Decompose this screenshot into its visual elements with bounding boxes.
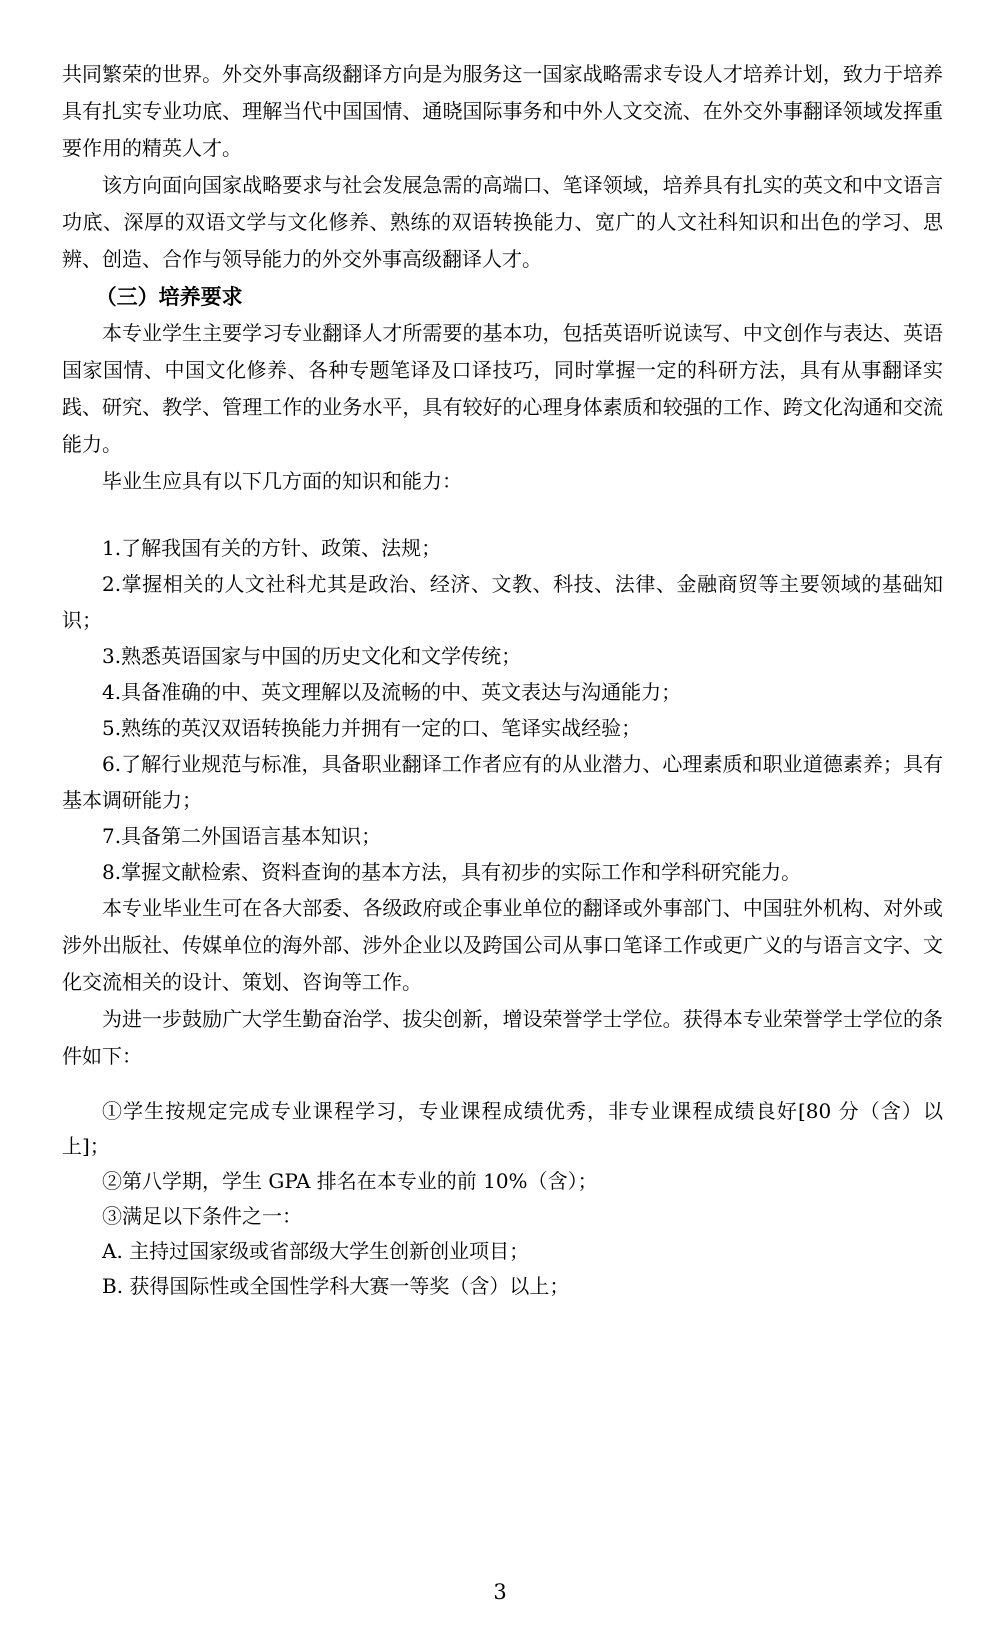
paragraph-employment: 本专业毕业生可在各大部委、各级政府或企事业单位的翻译或外事部门、中国驻外机构、对外或涉外出版社、传媒单位的海外部、涉外企业以及跨国公司从事口笔译工作或更广义的与语言文字、文化交流相关的设计、策划、咨询等工作。 [62, 896, 943, 994]
ability-item-6: 6.了解行业规范与标准，具备职业翻译工作者应有的从业潜力、心理素质和职业道德素养；具有基本调研能力； [62, 752, 943, 812]
ability-item-2: 2.掌握相关的人文社科尤其是政治、经济、文教、科技、法律、金融商贸等主要领域的基础知识； [62, 572, 943, 632]
honors-condition-3a: A. 主持过国家级或省部级大学生创新创业项目； [102, 1239, 530, 1263]
paragraph-students-learning: 本专业学生主要学习专业翻译人才所需要的基本功，包括英语听说读写、中文创作与表达、英语国家国情、中国文化修养、各种专题笔译及口译技巧，同时掌握一定的科研方法，具有从事翻译实践、研究、教学、管理工作的业务水平，具有较好的心理身体素质和较强的工作、跨文化沟通和交流能力。 [62, 321, 943, 456]
page-number: 3 [493, 1580, 507, 1604]
honors-condition-3b: B. 获得国际性或全国性学科大赛一等奖（含）以上； [102, 1274, 570, 1298]
ability-item-7: 7.具备第二外国语言基本知识； [102, 824, 382, 848]
section-heading-training-requirements: （三）培养要求 [95, 284, 243, 309]
ability-list [62, 530, 943, 890]
ability-item-1: 1.了解我国有关的方针、政策、法规； [102, 536, 442, 560]
paragraph-graduates-intro: 毕业生应具有以下几方面的知识和能力： [102, 469, 462, 493]
honors-condition-1: ①学生按规定完成专业课程学习，专业课程成绩优秀，非专业课程成绩良好[80 分（含）以上]； [62, 1099, 943, 1158]
paragraph-continuation: 共同繁荣的世界。外交外事高级翻译方向是为服务这一国家战略需求专设人才培养计划，致力于培养具有扎实专业功底、理解当代中国国情、通晓国际事务和中外人文交流、在外交外事翻译领域发挥重要作用的精英人才。 [62, 62, 943, 160]
paragraph-direction-goals: 该方向面向国家战略要求与社会发展急需的高端口、笔译领域，培养具有扎实的英文和中文语言功底、深厚的双语文学与文化修养、熟练的双语转换能力、宽广的人文社科知识和出色的学习、思辨、创造、合作与领导能力的外交外事高级翻译人才。 [62, 173, 943, 271]
paragraph-honors-intro: 为进一步鼓励广大学生勤奋治学、拔尖创新，增设荣誉学士学位。获得本专业荣誉学士学位的条件如下： [62, 1007, 943, 1068]
honors-conditions-list [62, 1094, 943, 1304]
honors-condition-3: ③满足以下条件之一： [102, 1204, 302, 1228]
ability-item-3: 3.熟悉英语国家与中国的历史文化和文学传统； [102, 644, 522, 668]
ability-item-5: 5.熟练的英汉双语转换能力并拥有一定的口、笔译实战经验； [102, 716, 642, 740]
ability-item-8: 8.掌握文献检索、资料查询的基本方法，具有初步的实际工作和学科研究能力。 [102, 860, 802, 884]
honors-condition-2: ②第八学期，学生 GPA 排名在本专业的前 10%（含）； [102, 1169, 598, 1193]
ability-item-4: 4.具备准确的中、英文理解以及流畅的中、英文表达与沟通能力； [102, 680, 682, 704]
